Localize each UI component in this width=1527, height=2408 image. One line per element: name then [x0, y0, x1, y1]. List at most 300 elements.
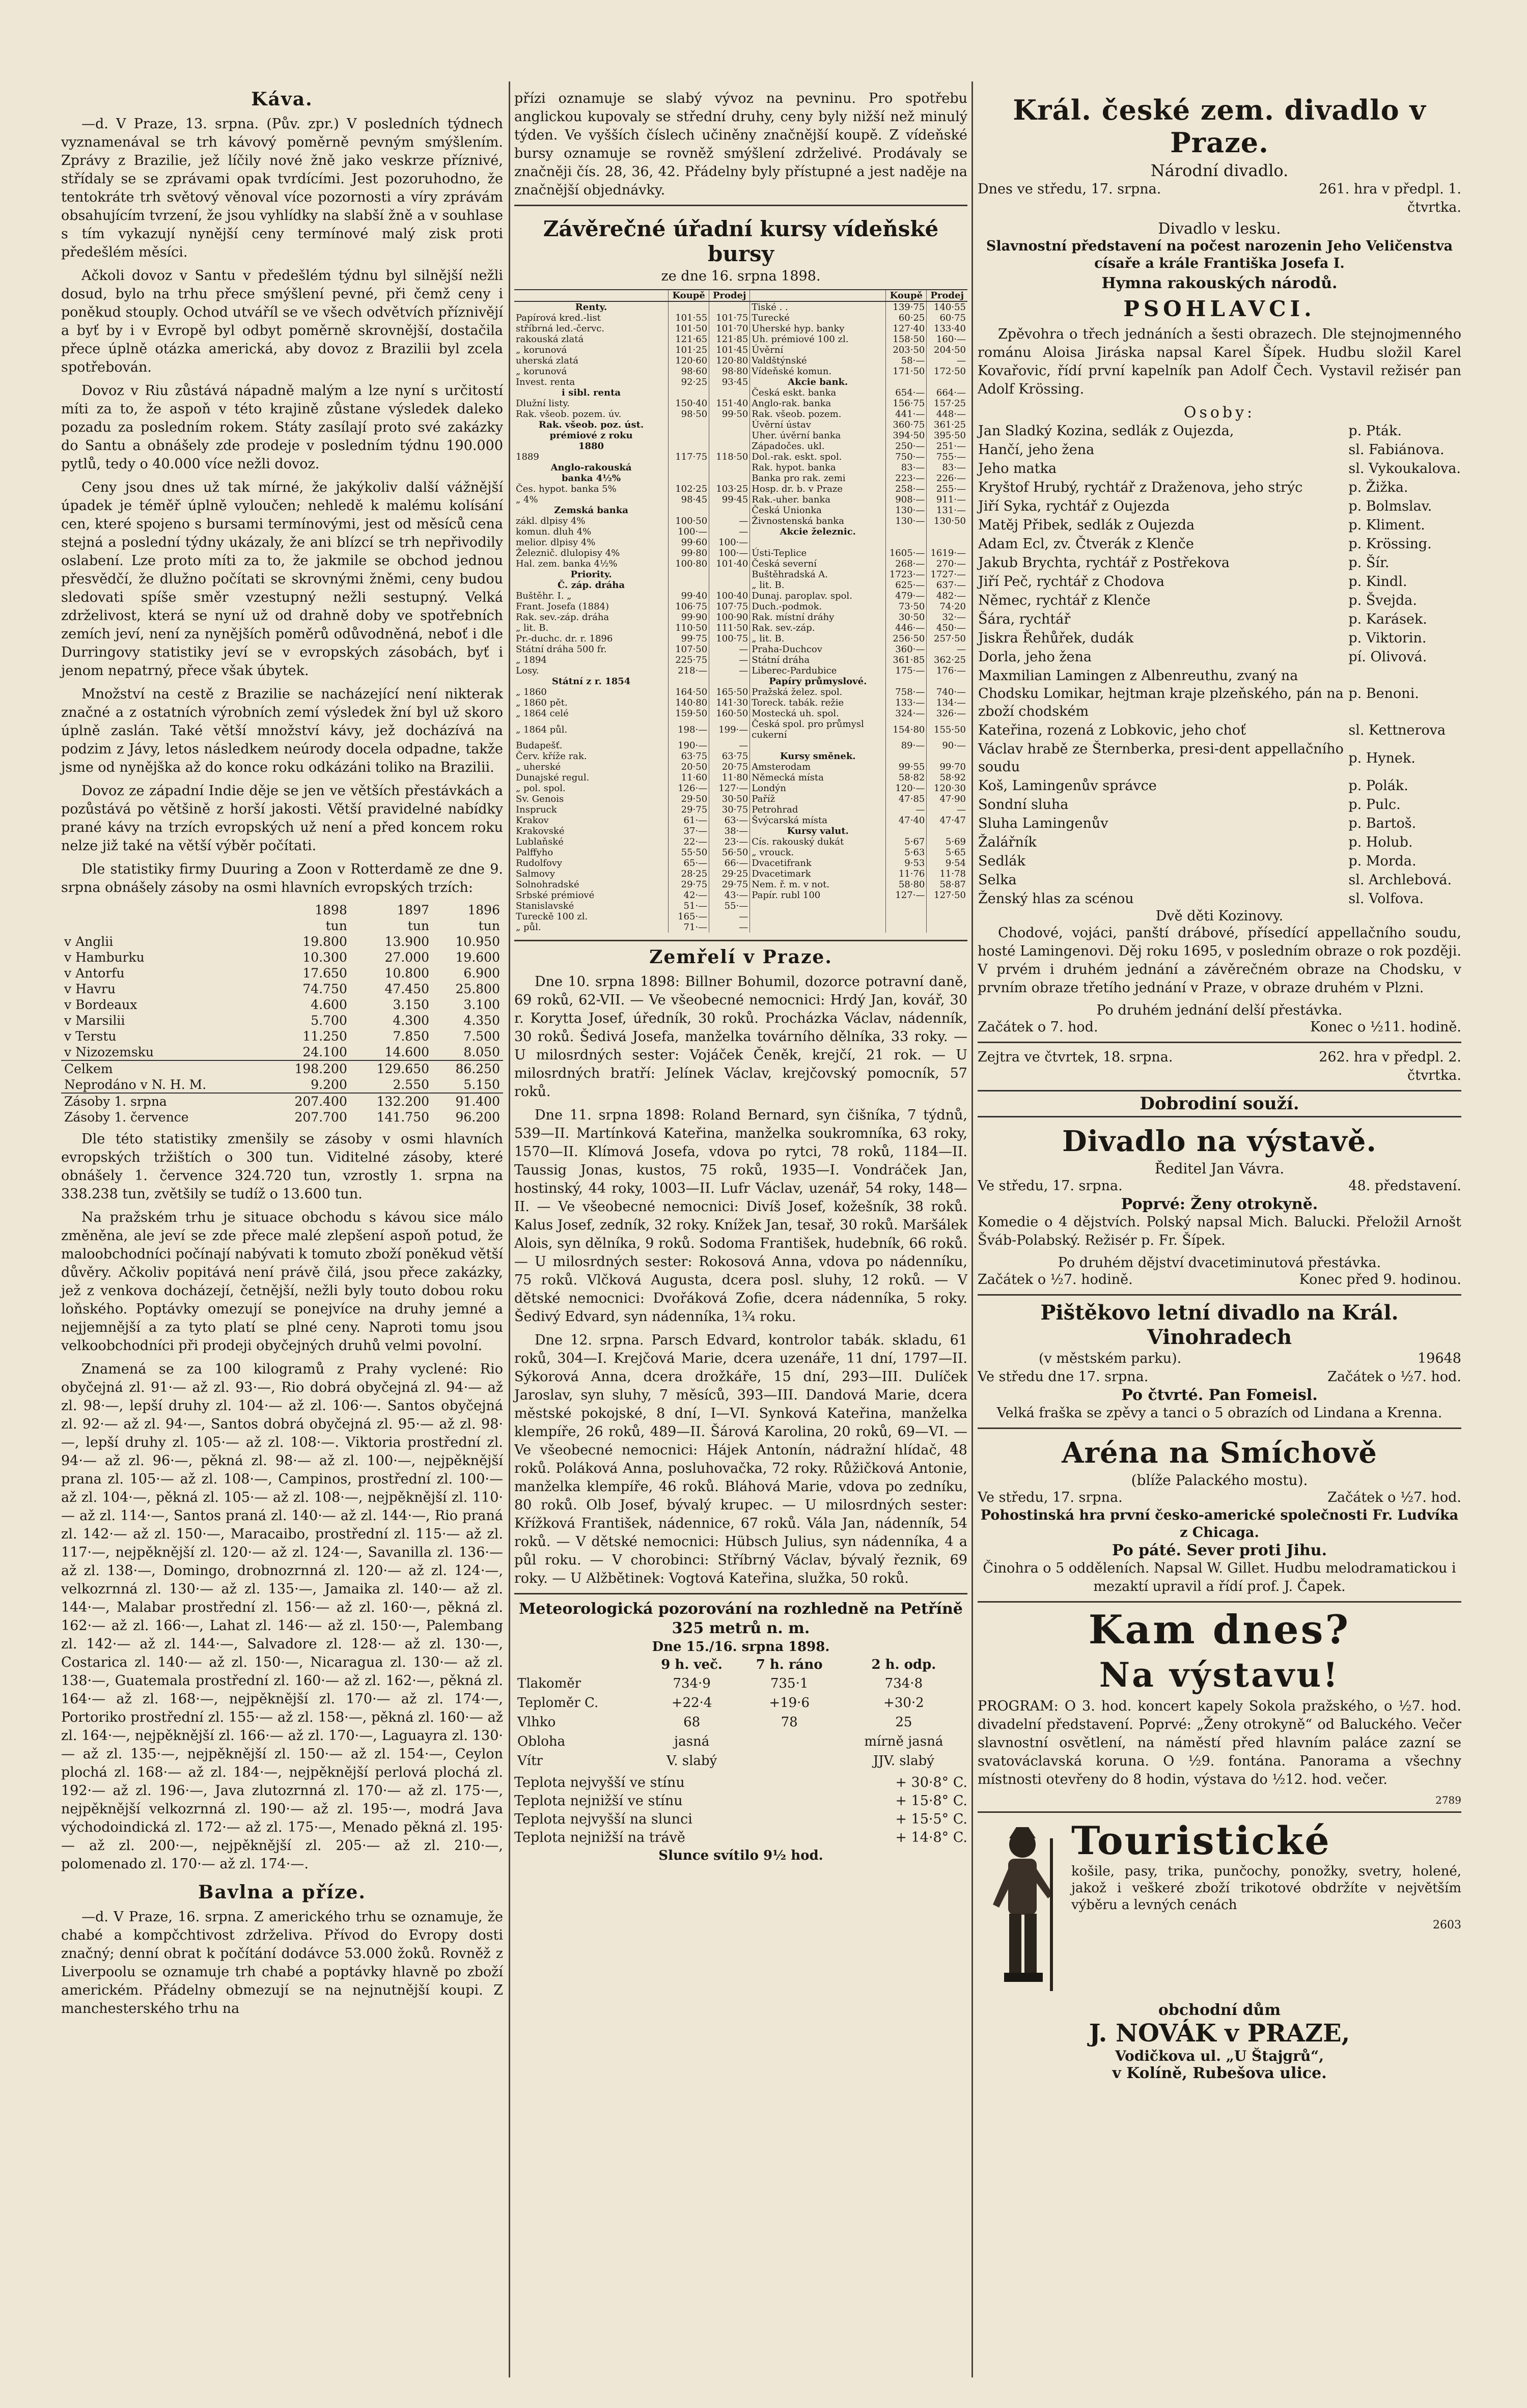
kursy-row — [514, 580, 967, 591]
vystava-director: Ředitel Jan Vávra. — [1154, 1160, 1285, 1177]
vystava-date-row — [978, 1177, 1461, 1195]
kava-title: Káva. — [251, 89, 313, 110]
kursy-cell: Buštěhr. I. „ — [514, 591, 669, 601]
cast-role: Jakub Brychta, rychtář z Postřekova — [978, 555, 1230, 571]
kursy-cell — [669, 301, 709, 313]
arena-title: Aréna na Smíchově — [1062, 1436, 1377, 1470]
kursy-cell: 1889 — [514, 452, 669, 462]
kursy-cell: Buštěhradská A. — [750, 569, 886, 580]
column-theatre — [978, 87, 1461, 2408]
pistek-number: 19648 — [1418, 1351, 1461, 1366]
kursy-cell — [669, 505, 709, 516]
zacatek: Začátek o 7. hod. — [978, 1019, 1098, 1035]
kursy-cell — [750, 922, 886, 933]
kursy-row — [514, 879, 967, 890]
stock-value: 4.350 — [463, 1013, 500, 1028]
kursy-cell: 63·— — [709, 815, 750, 826]
kursy-cell — [886, 676, 927, 687]
meteo-temp-row — [514, 1810, 967, 1829]
stock-value: 3.150 — [393, 997, 430, 1012]
stock-row — [61, 997, 503, 1013]
kursy-cell: „ 1860 pět. — [514, 697, 669, 708]
cast-role: Hančí, jeho žena — [978, 442, 1095, 458]
kursy-cell: Inspruck — [514, 804, 669, 815]
cast-actor: p. Bolmslav. — [1348, 498, 1432, 514]
kursy-row — [514, 687, 967, 697]
kursy-cell: 203·50 — [886, 345, 927, 355]
meteo-cell: +22·4 — [671, 1695, 712, 1711]
kursy-cell: 83·— — [942, 462, 966, 473]
kursy-cell: 42·— — [669, 890, 709, 901]
kursy-cell: Švýcarská místa — [750, 815, 886, 826]
kursy-cell: — — [709, 526, 750, 537]
kursy-row — [514, 377, 967, 387]
stock-value: 91.400 — [455, 1094, 500, 1109]
kursy-cell: Červ. kříže rak. — [514, 751, 669, 762]
kursy-cell: 101·25 — [669, 345, 709, 355]
kava-paragraph: Ceny jsou dnes už tak mírné, že jakýkoliv další vážnější úpadek je téměř úplně vyloučen; nehledě k malému kolísání cen, které spojeno s bursami termínovými, jest od měsíců cena stejná a poslední týdny ukázaly, že ani blízcí se trh nepřivodily oslabení. Lze proto míti za to, že jakmile se obchod jednou přesvědčí, že dlužno počítati se skrovnými žněmi, ceny budou sledovati spíše směr vzestupný nežli sestupný. Velká zdrželivost, která se nyní už od drahně doby ve spotřebních zemích jeví, není za nynějších poměrů odůvodněná, neboť i dle Durringovy statistiky jeví se v evropských zásobách, byť i jenom nepatrný, přece však úbytek. — [61, 480, 503, 679]
kursy-cell: 625·— — [886, 580, 927, 591]
cast-row — [978, 516, 1461, 535]
meteo-cell: Tlakoměr — [517, 1676, 581, 1691]
stock-value: 207.400 — [294, 1094, 347, 1109]
kursy-head-cell: Koupě — [886, 290, 927, 301]
kursy-cell: Dunajské regul. — [514, 772, 669, 783]
stock-value: 19.600 — [455, 950, 500, 965]
kursy-row — [514, 826, 967, 836]
pistek-subtitle: (v městském parku). — [1039, 1351, 1182, 1366]
kursy-cell: 117·75 — [669, 452, 709, 462]
kursy-cell: stříbrná led.-červc. — [514, 323, 669, 334]
stock-value: 141.750 — [376, 1110, 430, 1125]
kursy-cell: 155·50 — [934, 724, 966, 735]
kursy-cell: i sibl. renta — [514, 387, 669, 398]
kursy-row — [514, 922, 967, 933]
kursy-cell: 106·75 — [669, 601, 709, 612]
kursy-cell: 89·— — [886, 740, 927, 751]
kursy-cell: 637·— — [936, 580, 966, 591]
kursy-cell: uherská zlatá — [514, 355, 669, 366]
kursy-cell: 151·40 — [709, 398, 750, 409]
kursy-cell — [886, 526, 927, 537]
kursy-row — [514, 623, 967, 633]
kursy-row — [514, 558, 967, 569]
cast-role: Selka — [978, 872, 1017, 888]
kursy-row — [514, 847, 967, 858]
stock-value: 13.900 — [384, 934, 430, 949]
cast-role: Šára, rychtář — [978, 611, 1071, 627]
kursy-cell: 172·50 — [934, 366, 966, 377]
kursy-cell: 127·— — [886, 890, 927, 901]
kursy-cell: 1880 — [514, 441, 669, 452]
kursy-cell: 60·75 — [939, 313, 966, 323]
kursy-cell: Západočes. ukl. — [750, 441, 886, 452]
kursy-cell: Anglo-rakouská — [514, 462, 669, 473]
kursy-cell — [709, 419, 750, 430]
kursy-cell — [927, 911, 967, 922]
stat-unit: tun — [478, 918, 500, 933]
meteo-temp-value: + 15·8° C. — [895, 1793, 967, 1809]
kursy-cell: Praha-Duchcov — [750, 644, 886, 655]
cast-tail: Dvě děti Kozinovy. — [1155, 908, 1284, 924]
narodni-title: Král. české zem. divadlo v Praze. — [1013, 94, 1426, 159]
kursy-cell — [886, 922, 927, 933]
kursy-row — [514, 505, 967, 516]
kursy-row — [514, 419, 967, 430]
kursy-cell: — — [709, 740, 750, 751]
kursy-row — [514, 591, 967, 601]
kursy-cell: Krakov — [514, 815, 669, 826]
kursy-cell: Rak. hypot. banka — [750, 462, 886, 473]
cast-row — [978, 459, 1461, 478]
meteo-cell: Teploměr C. — [517, 1695, 599, 1711]
kursy-cell: 30·50 — [709, 794, 750, 804]
kursy-cell: 29·75 — [709, 879, 750, 890]
kursy-cell — [927, 922, 967, 933]
meteo-cell: 25 — [895, 1715, 912, 1730]
kursy-header — [514, 290, 967, 301]
kursy-cell: Státní dráha — [750, 655, 886, 665]
kursy-cell: 134·— — [936, 697, 966, 708]
kursy-cell: 324·— — [886, 708, 927, 719]
arena-desc2: Činohra o 5 odděleních. Napsal W. Gillet. Hudbu melodramatickou i mezaktí upravil a řídí prof. J. Čapek. — [983, 1560, 1456, 1594]
stock-label: Neprodáno v N. H. M. — [64, 1077, 207, 1092]
cast-row — [978, 610, 1461, 629]
stock-row — [61, 965, 503, 981]
kursy-row — [514, 313, 967, 323]
kursy-row — [514, 901, 967, 911]
kursy-head-cell: Koupě — [669, 290, 709, 301]
arena-play: Po páté. Sever proti Jihu. — [1112, 1542, 1327, 1559]
cast-row — [978, 535, 1461, 553]
kursy-cell: 100·50 — [669, 516, 709, 526]
kursy-cell: 100·90 — [709, 612, 750, 623]
kursy-cell: 99·40 — [669, 591, 709, 601]
kursy-row — [514, 387, 967, 398]
kursy-cell — [927, 901, 967, 911]
kursy-cell: 93·45 — [709, 377, 750, 387]
kursy-cell: Banka pro rak. zemi — [750, 473, 886, 484]
kursy-cell — [886, 537, 927, 548]
kursy-cell: Mostecká uh. spol. — [750, 708, 886, 719]
kursy-cell: Hosp. dr. b. v Praze — [750, 484, 886, 494]
meteo-head-cell: 9 h. več. — [661, 1657, 723, 1672]
kursy-row — [514, 665, 967, 676]
stock-value: 47.450 — [384, 982, 430, 996]
kursy-cell: Dol.-rak. eskt. spol. — [750, 452, 886, 462]
bavlna-title: Bavlna a příze. — [198, 1882, 366, 1903]
kursy-cell — [886, 751, 927, 762]
tourist-figure-icon — [978, 1818, 1064, 2001]
kursy-cell: Pr.-duchc. dr. r. 1896 — [514, 633, 669, 644]
stat-year: 1898 — [315, 903, 347, 917]
novak-address: Vodičkova ul. „U Štajgrů“, — [1115, 2048, 1324, 2064]
touristicke-title: Touristické — [1071, 1818, 1331, 1863]
kursy-head-cell: Prodej — [927, 290, 967, 301]
kursy-cell: Londýn — [750, 783, 886, 794]
cast-actor: p. Pulc. — [1348, 797, 1401, 813]
kursy-row — [514, 537, 967, 548]
kursy-cell — [709, 430, 750, 441]
kursy-cell — [669, 430, 709, 441]
kursy-cell: 127·50 — [934, 890, 966, 901]
cast-row — [978, 648, 1461, 666]
kursy-cell: 654·— — [886, 387, 927, 398]
kursy-cell: 9·54 — [945, 858, 966, 869]
kursy-cell: 100·— — [709, 548, 750, 558]
kursy-cell — [669, 569, 709, 580]
stock-value: 8.050 — [463, 1045, 500, 1059]
stock-label: Celkem — [64, 1061, 113, 1076]
pistek-start: Začátek o ½7. hod. — [1327, 1369, 1461, 1385]
konec: Konec o ½11. hodině. — [1310, 1019, 1461, 1035]
psohlavci-note: Chodové, vojáci, panští drábové, přísedící appellačního soudu, hosté Lamingenovi. Děj roku 1695, v posledním obraze o rok později. V prvém i druhém jednání a závěrečném obraze na Chodsku, v prvním obraze třetího jednání v Praze, v obraze druhém v Plzni. — [978, 925, 1461, 996]
kursy-cell: 11·78 — [939, 869, 966, 879]
kursy-cell: 9·53 — [886, 858, 927, 869]
kursy-cell: Frant. Josefa (1884) — [514, 601, 669, 612]
meteo-cell: 68 — [683, 1715, 701, 1730]
kursy-cell: Nem. ř. m. v not. — [750, 879, 886, 890]
kursy-row — [514, 815, 967, 826]
kursy-cell: Čes. hypot. banka 5% — [514, 484, 669, 494]
stock-row — [61, 1028, 503, 1044]
kursy-cell: 47·47 — [939, 815, 966, 826]
kursy-cell — [709, 387, 750, 398]
kursy-cell — [709, 462, 750, 473]
kursy-cell — [886, 377, 927, 387]
pistek-title: Pištěkovo letní divadlo na Král. Vinohradech — [1040, 1301, 1399, 1349]
kursy-cell: „ vrouck. — [750, 847, 886, 858]
kursy-cell: 30·75 — [709, 804, 750, 815]
kursy-row — [514, 869, 967, 879]
kursy-cell: 38·— — [709, 826, 750, 836]
kursy-cell: Tureckě 100 zl. — [514, 911, 669, 922]
kursy-row — [514, 355, 967, 366]
vystava-program: PROGRAM: O 3. hod. koncert kapely Sokola pražského, o ½7. hod. divadelní představení. Poprvé: „Ženy otrokyně“ od Baluckého. Večer slavnostní osvětlení, na náměstí před hlavním paláce zazní se svatováclavská koruna. O ½9. fontána. Panorama a všechny místnosti otevřeny do 8 hodin, výstava do ½12. hod. večer. — [978, 1698, 1461, 1787]
cast-actor: p. Viktorin. — [1348, 630, 1427, 646]
kursy-cell: 750·— — [886, 452, 927, 462]
cast-role: Ženský hlas za scénou — [978, 891, 1134, 907]
kursy-cell: 127·40 — [886, 323, 927, 334]
kursy-row — [514, 323, 967, 334]
kursy-cell: 47·40 — [886, 815, 927, 826]
kursy-cell: Papír. rubl 100 — [750, 890, 886, 901]
kursy-cell: 73·50 — [886, 601, 927, 612]
kursy-cell: 154·80 — [886, 719, 927, 740]
kursy-cell: — — [957, 644, 966, 655]
kursy-cell: Papíry průmyslové. — [750, 676, 886, 687]
cast-actor: p. Pták. — [1348, 423, 1402, 439]
meteo-cell: V. slabý — [666, 1753, 717, 1769]
kursy-cell: Renty. — [514, 301, 669, 313]
kursy-cell: „ korunová — [514, 366, 669, 377]
kursy-cell: 121·65 — [669, 334, 709, 345]
zejtra-row — [978, 1048, 1461, 1085]
kursy-cell: Železnič. dlulopisy 4% — [514, 548, 669, 558]
kursy-cell: 118·50 — [709, 452, 750, 462]
kursy-cell: 908·— — [886, 494, 927, 505]
kursy-cell: „ lit. B. — [750, 633, 886, 644]
kursy-cell: 5·67 — [886, 836, 927, 847]
kursy-cell: 251·— — [936, 441, 966, 452]
kursy-cell: 226·— — [936, 473, 966, 484]
kursy-cell — [669, 387, 709, 398]
kursy-cell: Sv. Genois — [514, 794, 669, 804]
cast-role: Jan Sladký Kozina, sedlák z Oujezda, — [978, 423, 1234, 439]
cast-row — [978, 572, 1461, 591]
kursy-cell: Turecké — [750, 313, 886, 323]
stock-label: v Hamburku — [64, 950, 145, 965]
obchodni-dum: obchodní dům — [1158, 2001, 1281, 2019]
kursy-cell: 165·50 — [709, 687, 750, 697]
hymna: Hymna rakouských národů. — [1101, 274, 1338, 292]
prize-paragraph: přízi oznamuje se slabý vývoz na pevninu. Pro spotřebu anglickou kupovaly se střední druhy, ceny byly nižší než minulý týden. Ve vyšších číslech učiněny značnější koupě. Z vídeňské bursy oznamuje se rovněž smýšlení zdrželivé. Prodávaly se značněji čís. 28, 36, 42. Přádelny byly přístupné a jest naděje na značnější objednávky. — [514, 91, 967, 198]
kursy-row — [514, 751, 967, 762]
cast-actor: p. Karásek. — [1348, 611, 1427, 627]
kursy-row — [514, 836, 967, 847]
narodni-date: Dnes ve středu, 17. srpna. — [978, 181, 1161, 197]
zejtra-no: 262. hra v předpl. 2. čtvrtka. — [1319, 1049, 1461, 1083]
arena-desc: Pohostinská hra první česko-americké společnosti Fr. Ludvíka z Chicaga. — [980, 1507, 1459, 1541]
cast-role: Koš, Lamingenův správce — [978, 778, 1157, 794]
kursy-cell: 258·— — [886, 484, 927, 494]
stock-value: 4.600 — [311, 997, 347, 1012]
cast-row — [978, 422, 1461, 440]
stock-row — [61, 1109, 503, 1125]
stock-row — [61, 949, 503, 965]
kursy-cell: 98·80 — [709, 366, 750, 377]
kursy-row — [514, 441, 967, 452]
kursy-cell: 11·76 — [886, 869, 927, 879]
kursy-cell: Salmovy — [514, 869, 669, 879]
kursy-cell: Dvacetifrank — [750, 858, 886, 869]
kursy-cell — [750, 537, 886, 548]
deaths-list — [514, 973, 967, 1588]
kursy-cell — [886, 911, 927, 922]
stock-label: v Marsilii — [64, 1013, 125, 1028]
stock-value: 17.650 — [302, 966, 347, 981]
kursy-cell: Česká Unionka — [750, 505, 886, 516]
kursy-cell: Krakovské — [514, 826, 669, 836]
kursy-cell: 30·50 — [886, 612, 927, 623]
kursy-cell: 218·— — [669, 665, 709, 676]
kursy-cell: 270·— — [936, 558, 966, 569]
kursy-cell: Duch.-podmok. — [750, 601, 886, 612]
kursy-row — [514, 612, 967, 623]
kursy-cell: 911·— — [936, 494, 966, 505]
touristicke-ad — [978, 1818, 1461, 2082]
kursy-cell: 99·75 — [669, 633, 709, 644]
kursy-cell: 55·— — [709, 901, 750, 911]
divider — [978, 1811, 1461, 1813]
stat-unit: tun — [407, 918, 430, 933]
divider — [514, 205, 967, 206]
deaths-paragraph: Dne 12. srpna. Parsch Edvard, kontrolor tabák. skladu, 61 roků, 304—I. Krejčová Marie, dcera uzenáře, 11 dní, 1797—II. Sýkorová Anna, dcera drožkáře, 15 dní, 293—III. Dulíček Jaroslav, syn sluhy, 7 měsíců, 393—III. Dandová Marie, dcera městské pokojské, 8 dní, I—VI. Synková Kateřina, manželka klempíře, 26 roků, 489—II. Šárová Karolina, 20 roků, 69—VI. — Ve všeobecné nemocnici: Hájek Antonín, nádražní hlídač, 48 roků. Poláková Anna, posluhovačka, 72 roky. Růžičková Antonie, manželka klempíře, 46 roků. Bláhová Marie, vdova po zedníku, 80 roků. Olb Josef, bývalý krupec. — U milosrdných sester: Křížková František, nádennice, 67 roků. Vála Jan, nádenník, 54 roků. — V dětské nemocnici: Hübsch Julius, syn nádenníka, 4 a půl roku. — V chorobinci: Stříbrný Václav, bývalý řeznik, 69 roky. — U Alžbětinek: Vogtová Kateřina, služka, 50 roků. — [514, 1332, 967, 1586]
meteo-cell: jasná — [674, 1734, 710, 1749]
kursy-cell: 190·— — [669, 740, 709, 751]
cast-row — [978, 795, 1461, 814]
cast-actor: p. Kliment. — [1348, 517, 1425, 533]
stock-value: 132.200 — [376, 1094, 430, 1109]
kursy-cell: 256·50 — [886, 633, 927, 644]
kursy-cell: 121·85 — [709, 334, 750, 345]
osoby-heading: Osoby: — [1183, 404, 1256, 422]
cast-role: Jiskra Řehůřek, dudák — [978, 630, 1134, 646]
cast-row — [978, 871, 1461, 889]
kursy-cell: 98·60 — [669, 366, 709, 377]
cast-row — [978, 553, 1461, 572]
cast-actor: p. Šír. — [1348, 555, 1390, 571]
kursy-cell: 20·50 — [669, 762, 709, 772]
kursy-cell: 1619·— — [930, 548, 966, 558]
meteo-cell: JJV. slabý — [873, 1753, 934, 1769]
meteo-title: Meteorologická pozorování na rozhledně na Petříně 325 metrů n. m. — [519, 1600, 963, 1637]
kursy-cell: 111·50 — [709, 623, 750, 633]
cast-row — [978, 440, 1461, 459]
kursy-cell: Amsterodam — [750, 762, 886, 772]
kursy-cell: — — [709, 922, 750, 933]
narodni-subtitle: Národní divadlo. — [1150, 161, 1289, 180]
kursy-cell: 164·50 — [669, 687, 709, 697]
kursy-cell: 100·75 — [709, 633, 750, 644]
kursy-cell: Dunaj. paroplav. spol. — [750, 591, 886, 601]
kursy-cell: 130·— — [886, 505, 927, 516]
kursy-cell: 83·— — [886, 462, 927, 473]
kursy-cell: 441·— — [886, 409, 927, 419]
cast-role: Žalářník — [978, 834, 1037, 850]
kursy-cell: „ lit. B. — [514, 623, 669, 633]
stock-value: 74.750 — [302, 982, 347, 996]
kursy-cell: 448·— — [936, 409, 966, 419]
stock-row — [61, 934, 503, 949]
kava-article — [61, 115, 503, 897]
kursy-cell: 360·75 — [886, 419, 927, 430]
kursy-cell: Uh. prémiové 100 zl. — [750, 334, 886, 345]
kursy-cell: 102·25 — [669, 484, 709, 494]
kursy-cell: 250·— — [886, 441, 927, 452]
meteo-cell: +19·6 — [769, 1695, 810, 1711]
kursy-cell: 47·90 — [939, 794, 966, 804]
meteo-cell: Obloha — [517, 1734, 566, 1749]
kursy-cell: Dvacetimark — [750, 869, 886, 879]
kursy-cell — [669, 676, 709, 687]
kursy-cell: Rak. sev.-záp. — [750, 623, 886, 633]
stock-value: 25.800 — [455, 982, 500, 996]
kursy-cell — [669, 462, 709, 473]
kursy-cell: Státní dráha 500 fr. — [514, 644, 669, 655]
kursy-cell: Rak. všeob. poz. úst. — [514, 419, 669, 430]
stat-year: 1897 — [397, 903, 430, 917]
kursy-row — [514, 633, 967, 644]
stock-label: v Havru — [64, 982, 116, 996]
kursy-cell: 43·— — [709, 890, 750, 901]
kursy-cell: — — [709, 665, 750, 676]
meteo-temp-row — [514, 1829, 967, 1847]
cast-role: Václav hrabě ze Šternberka, presi-dent appellačního soudu — [978, 741, 1344, 775]
slavnostni: Slavnostní představení na počest narozenin Jeho Veličenstva císaře a krále Františka Josefa I. — [986, 238, 1453, 271]
meteo-cell — [739, 1732, 840, 1751]
kursy-cell: 361·85 — [886, 655, 927, 665]
divider — [978, 1601, 1461, 1603]
kursy-cell: 56·50 — [709, 847, 750, 858]
pistek-sub-row — [978, 1350, 1461, 1368]
kursy-cell: 150·40 — [669, 398, 709, 409]
kursy-cell: „ uherské — [514, 762, 669, 772]
kursy-cell: Priority. — [514, 569, 669, 580]
kava-paragraph: Dle statistiky firmy Duuring a Zoon v Rotterdamě ze dne 9. srpna obnášely zásoby na osmi hlavních evropských trzích: — [61, 861, 503, 895]
kursy-cell: 446·— — [886, 623, 927, 633]
kursy-cell: „ lit. B. — [750, 580, 886, 591]
